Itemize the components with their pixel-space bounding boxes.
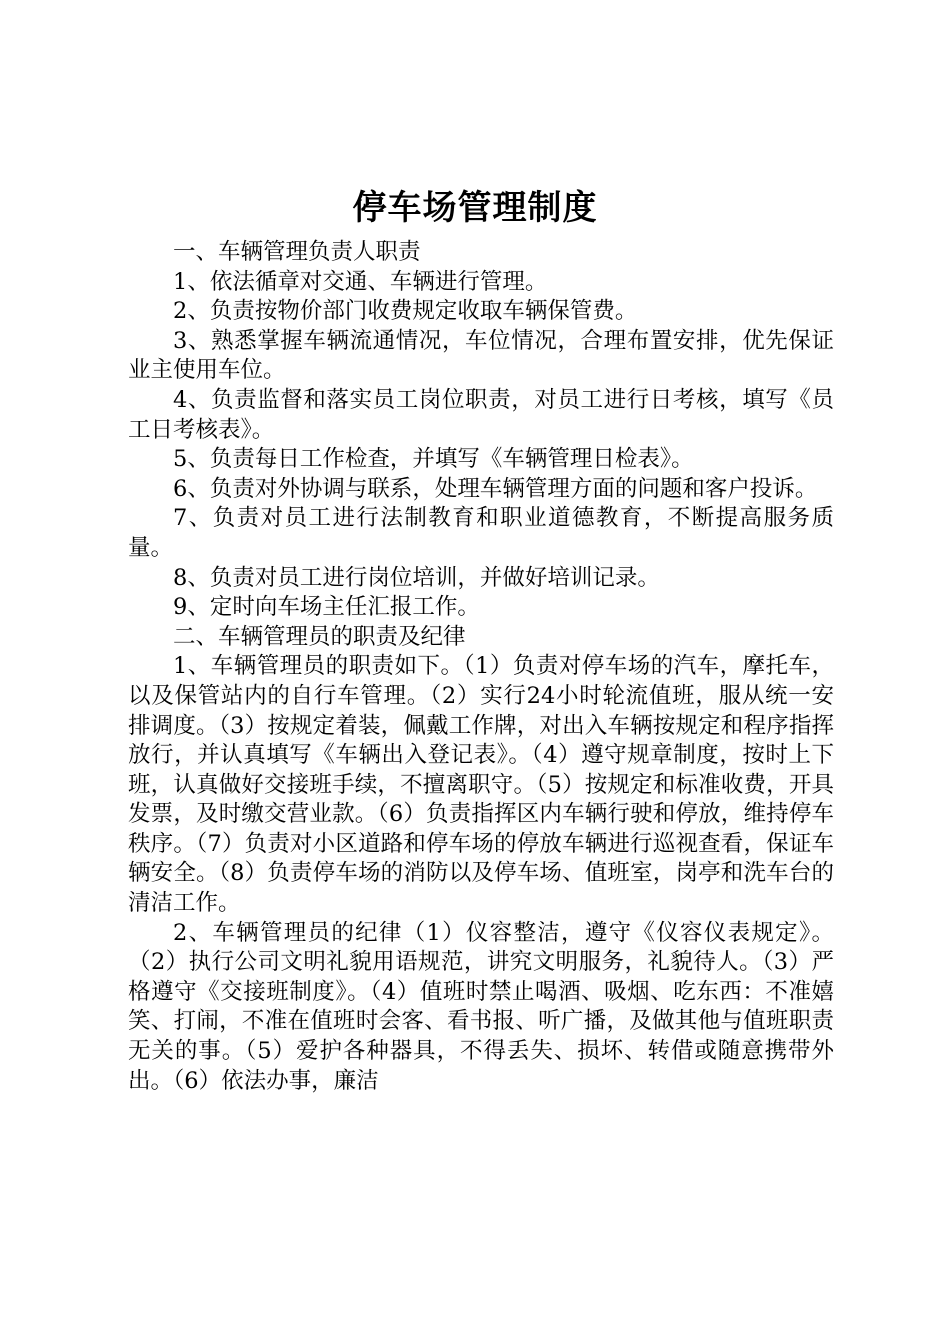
paragraph: 一、车辆管理负责人职责 xyxy=(173,239,421,265)
paragraph: 2、车辆管理员的纪律（1）仪容整洁，遵守《仪容仪表规定》。（2）执行公司文明礼貌用语规范，讲究文明服务，礼貌待人。（3）严格遵守《交接班制度》。（4）值班时禁止喝酒、吸烟、吃东西：不准嬉笑、打闹，不准在值班时会客、看书报、听广播，及做其他与值班职责无关的事。（5）爱护各种器具，不得丢失、损坏、转借或随意携带外出。（6）依法办事，廉洁 xyxy=(128,919,834,1094)
paragraph: 5、负责每日工作检查，并填写《车辆管理日检表》。 xyxy=(173,446,694,473)
paragraph: 1、依法循章对交通、车辆进行管理。 xyxy=(173,268,548,295)
document-body xyxy=(128,238,834,1096)
paragraph: 二、车辆管理员的职责及纪律 xyxy=(173,623,466,650)
paragraph: 2、负责按物价部门收费规定收取车辆保管费。 xyxy=(173,298,638,325)
paragraph: 3、熟悉掌握车辆流通情况，车位情况，合理布置安排，优先保证业主使用车位。 xyxy=(128,327,834,384)
paragraph: 6、负责对外协调与联系，处理车辆管理方面的问题和客户投诉。 xyxy=(173,475,818,502)
paragraph: 7、负责对员工进行法制教育和职业道德教育，不断提高服务质量。 xyxy=(128,505,834,561)
paragraph: 8、负责对员工进行岗位培训，并做好培训记录。 xyxy=(173,564,660,591)
paragraph: 9、定时向车场主任汇报工作。 xyxy=(173,594,480,621)
document-title: 停车场管理制度 xyxy=(352,188,598,228)
paragraph: 4、负责监督和落实员工岗位职责，对员工进行日考核，填写《员工日考核表》。 xyxy=(128,386,834,443)
paragraph: 1、车辆管理员的职责如下。（1）负责对停车场的汽车，摩托车，以及保管站内的自行车管理。（2）实行24小时轮流值班，服从统一安排调度。（3）按规定着装，佩戴工作牌，对出入车辆按规定和程序指挥放行，并认真填写《车辆出入登记表》。（4）遵守规章制度，按时上下班，认真做好交接班手续，不擅离职守。（5）按规定和标准收费，开具发票，及时缴交营业款。（6）负责指挥区内车辆行驶和停放，维持停车秩序。（7）负责对小区道路和停车场的停放车辆进行巡视查看，保证车辆安全。（8）负责停车场的消防以及停车场、值班室，岗亭和洗车台的清洁工作。 xyxy=(128,653,834,917)
